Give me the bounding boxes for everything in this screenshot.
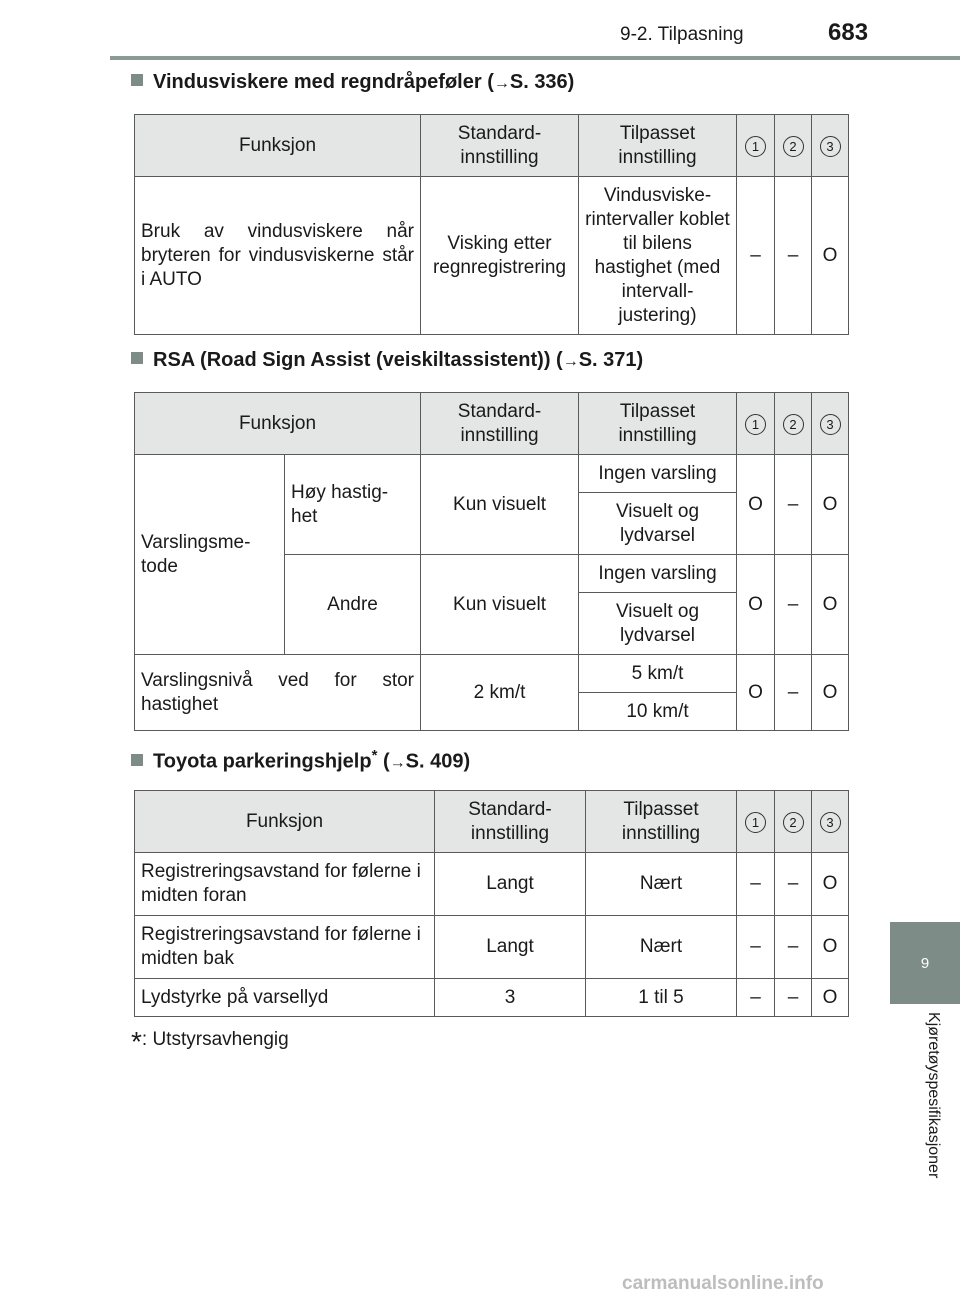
- setting-2-cell: –: [775, 177, 812, 335]
- method-cell: Varslingsme- tode: [135, 455, 285, 655]
- parking-table: [134, 790, 849, 1017]
- setting-1-cell: O: [737, 555, 775, 655]
- section2-heading: RSA (Road Sign Assist (veiskiltassistent)) (→S. 371): [131, 349, 643, 372]
- table-row: [135, 177, 849, 335]
- watermark: carmanualsonline.info: [622, 1273, 824, 1294]
- setting-2-cell: –: [775, 853, 812, 916]
- default-cell: Langt: [435, 853, 586, 916]
- option-cell: Visuelt og lydvarsel: [579, 493, 737, 555]
- option-cell: 5 km/t: [579, 655, 737, 693]
- circle-2-icon: 2: [783, 812, 804, 833]
- asterisk-mark: *: [371, 747, 378, 764]
- setting-1-cell: –: [737, 916, 775, 979]
- arrow-icon: →: [562, 353, 579, 370]
- option-cell: Ingen varsling: [579, 455, 737, 493]
- setting-1-cell: –: [737, 853, 775, 916]
- section-header: 9-2. Tilpasning: [620, 24, 744, 45]
- col-header-function: Funksjon: [135, 115, 421, 177]
- rsa-table: [134, 392, 849, 731]
- circle-2-icon: 2: [783, 414, 804, 435]
- wiper-table: [134, 114, 849, 335]
- footnote: *: Utstyrsavhengig: [131, 1026, 289, 1057]
- circle-1-icon: 1: [745, 414, 766, 435]
- circle-3-icon: 3: [820, 812, 841, 833]
- col-header-custom: Tilpasset innstilling: [579, 393, 737, 455]
- section3-heading: Toyota parkeringshjelp* (→S. 409): [131, 747, 470, 774]
- col-header-function: Funksjon: [135, 393, 421, 455]
- default-cell: 2 km/t: [421, 655, 579, 731]
- circle-1-icon: 1: [745, 136, 766, 157]
- col-header-custom: Tilpasset innstilling: [586, 791, 737, 853]
- setting-2-cell: –: [775, 916, 812, 979]
- function-cell: Registreringsavstand for følerne i midten foran: [135, 853, 435, 916]
- circle-3-icon: 3: [820, 136, 841, 157]
- square-bullet-icon: [131, 74, 143, 86]
- default-cell: Kun visuelt: [421, 555, 579, 655]
- setting-3-cell: O: [812, 455, 849, 555]
- setting-1-cell: O: [737, 455, 775, 555]
- setting-3-cell: O: [812, 979, 849, 1017]
- function-cell: Bruk av vindusviskere når bryteren for vindusviskerne står i AUTO: [135, 177, 421, 335]
- section1-heading: Vindusviskere med regndråpeføler (→S. 336): [131, 71, 574, 94]
- function-cell: Varslingsnivå ved for stor hastighet: [135, 655, 421, 731]
- custom-cell: Vindusviske- rintervaller koblet til bilens hastighet (med intervall- justering): [579, 177, 737, 335]
- setting-2-cell: –: [775, 455, 812, 555]
- option-cell: Visuelt og lydvarsel: [579, 593, 737, 655]
- col-header-default: Standard- innstilling: [421, 393, 579, 455]
- arrow-icon: →: [493, 75, 510, 92]
- default-cell: Visking etter regnregistrering: [421, 177, 579, 335]
- arrow-icon: →: [389, 754, 406, 772]
- setting-2-cell: –: [775, 555, 812, 655]
- setting-3-cell: O: [812, 655, 849, 731]
- square-bullet-icon: [131, 754, 143, 766]
- table-row: [135, 979, 849, 1017]
- square-bullet-icon: [131, 352, 143, 364]
- table-row: [135, 853, 849, 916]
- option-cell: 10 km/t: [579, 693, 737, 731]
- page-number: 683: [828, 19, 869, 46]
- function-cell: Lydstyrke på varsellyd: [135, 979, 435, 1017]
- setting-1-cell: O: [737, 655, 775, 731]
- setting-3-cell: O: [812, 555, 849, 655]
- function-cell: Registreringsavstand for følerne i midten bak: [135, 916, 435, 979]
- default-cell: 3: [435, 979, 586, 1017]
- chapter-title: Kjøretøyspesifikasjoner: [925, 1012, 942, 1179]
- custom-cell: Nært: [586, 916, 737, 979]
- setting-2-cell: –: [775, 655, 812, 731]
- col-header-default: Standard- innstilling: [421, 115, 579, 177]
- option-cell: Ingen varsling: [579, 555, 737, 593]
- asterisk-mark: *: [131, 1026, 142, 1057]
- setting-1-cell: –: [737, 177, 775, 335]
- setting-2-cell: –: [775, 979, 812, 1017]
- sub-function-cell: Høy hastig- het: [285, 455, 421, 555]
- setting-3-cell: O: [812, 916, 849, 979]
- col-header-default: Standard- innstilling: [435, 791, 586, 853]
- custom-cell: 1 til 5: [586, 979, 737, 1017]
- header-rule: [110, 56, 960, 60]
- circle-3-icon: 3: [820, 414, 841, 435]
- setting-3-cell: O: [812, 177, 849, 335]
- setting-1-cell: –: [737, 979, 775, 1017]
- circle-2-icon: 2: [783, 136, 804, 157]
- col-header-function: Funksjon: [135, 791, 435, 853]
- default-cell: Langt: [435, 916, 586, 979]
- table-row: [135, 655, 849, 693]
- chapter-tab: [890, 922, 960, 1004]
- sub-function-cell: Andre: [285, 555, 421, 655]
- table-row: [135, 455, 849, 493]
- circle-1-icon: 1: [745, 812, 766, 833]
- chapter-number: 9: [920, 954, 930, 972]
- setting-3-cell: O: [812, 853, 849, 916]
- default-cell: Kun visuelt: [421, 455, 579, 555]
- table-row: [135, 916, 849, 979]
- custom-cell: Nært: [586, 853, 737, 916]
- col-header-custom: Tilpasset innstilling: [579, 115, 737, 177]
